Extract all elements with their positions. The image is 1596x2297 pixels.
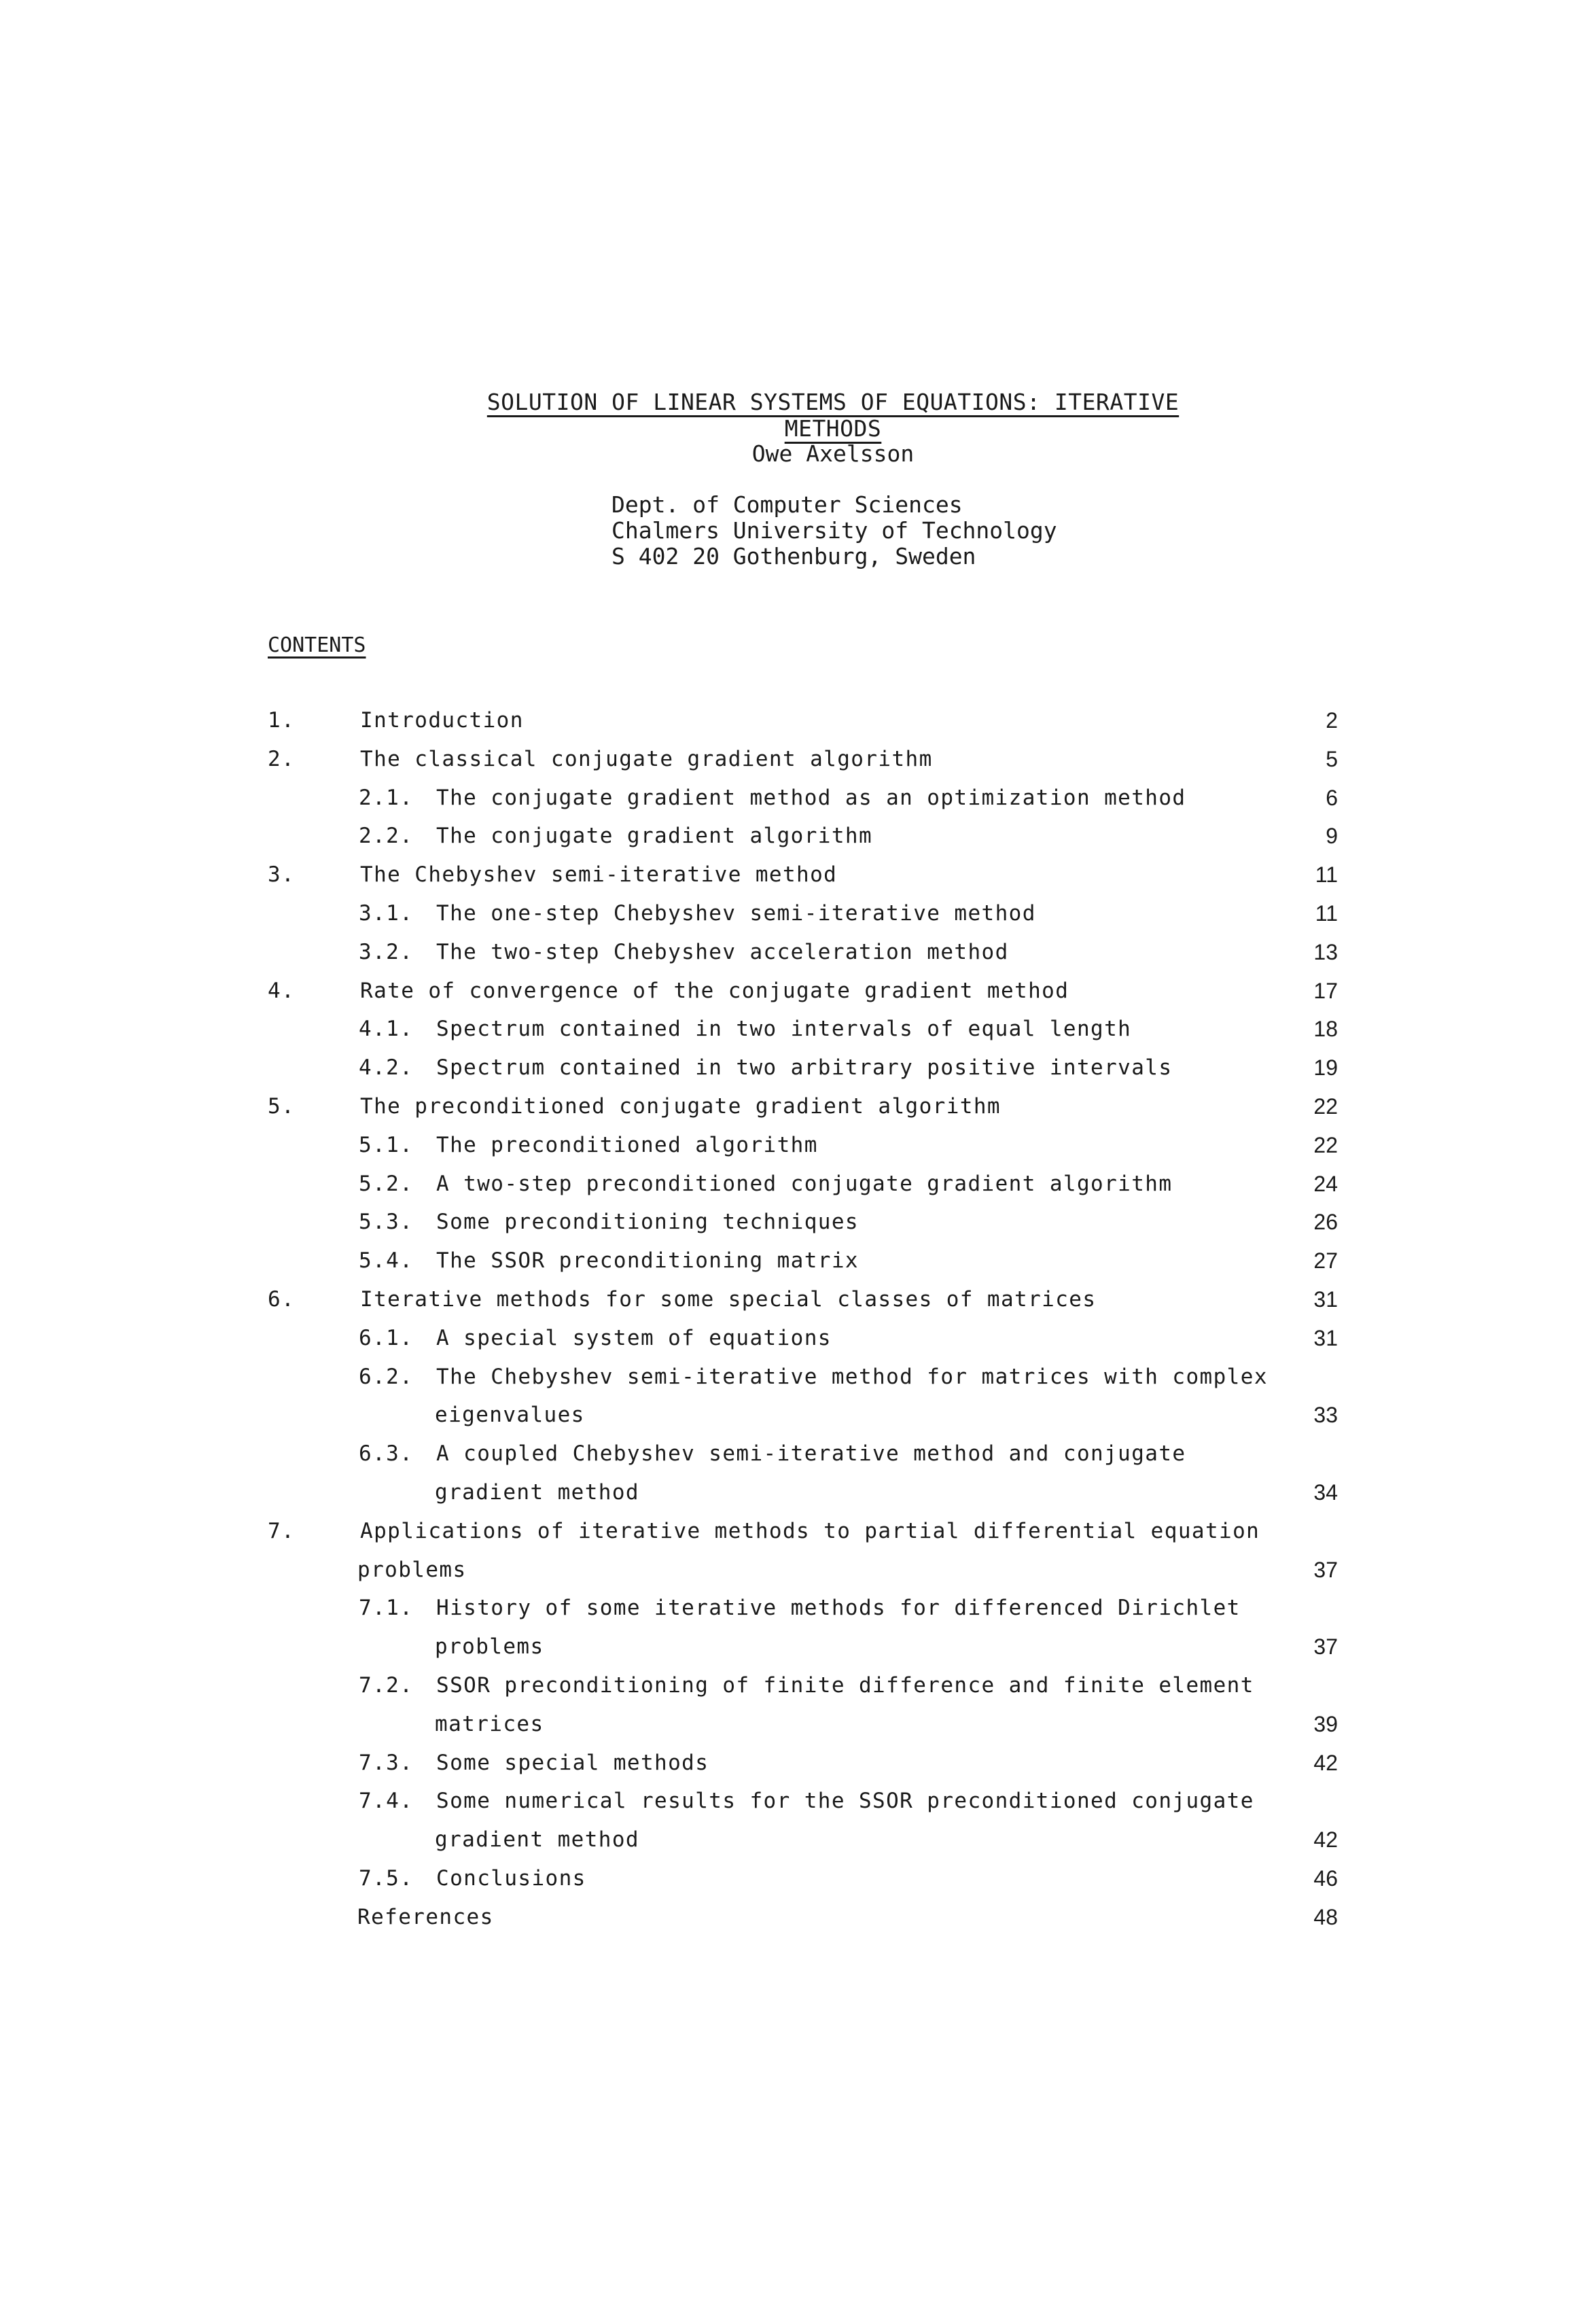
toc-page-number: 39 <box>1313 1711 1338 1736</box>
toc-subsection-number: 4.2. <box>359 1055 414 1081</box>
toc-subsection-title: Some preconditioning techniques <box>436 1210 859 1235</box>
toc-subsection-title: A two-step preconditioned conjugate gradient algorithm <box>436 1171 1173 1196</box>
toc-page-number: 42 <box>1313 1827 1338 1853</box>
toc-section-number: 1. <box>268 708 296 733</box>
toc-entry <box>0 1866 1596 1905</box>
toc-subsection-number: 7.1. <box>359 1596 414 1621</box>
toc-page-number: 37 <box>1313 1634 1338 1660</box>
toc-entry <box>0 1596 1596 1634</box>
toc-page-number: 5 <box>1326 746 1338 771</box>
toc-subsection-number: 2.2. <box>359 824 414 849</box>
toc-entry <box>0 901 1596 940</box>
toc-page-number: 27 <box>1313 1248 1338 1274</box>
toc-page-number: 31 <box>1313 1286 1338 1312</box>
toc-subsection-title: The one-step Chebyshev semi-iterative method <box>436 900 1036 926</box>
toc-entry <box>0 1403 1596 1441</box>
toc-subsection-number: 7.4. <box>359 1789 414 1814</box>
toc-entry <box>0 1094 1596 1133</box>
document-title: SOLUTION OF LINEAR SYSTEMS OF EQUATIONS: ITERATIVE METHODS <box>486 389 1180 442</box>
toc-section-number: 7. <box>268 1518 296 1543</box>
toc-page-number: 37 <box>1313 1557 1338 1582</box>
affiliation-line: Chalmers University of Technology <box>611 517 1057 544</box>
toc-page-number: 9 <box>1326 824 1338 849</box>
toc-subsection-number: 7.3. <box>359 1750 414 1775</box>
toc-continuation-text: matrices <box>435 1711 544 1736</box>
toc-subsection-number: 5.4. <box>359 1248 414 1274</box>
toc-page-number: 24 <box>1313 1171 1338 1196</box>
toc-page-number: 13 <box>1313 939 1338 964</box>
toc-entry <box>0 1905 1596 1944</box>
toc-page-number: 17 <box>1313 978 1338 1003</box>
toc-subsection-number: 2.1. <box>359 785 414 810</box>
toc-page-number: 26 <box>1313 1210 1338 1235</box>
toc-entry <box>0 1172 1596 1210</box>
toc-section-title: The classical conjugate gradient algorithm <box>360 746 933 771</box>
affiliation-line: S 402 20 Gothenburg, Sweden <box>611 543 976 569</box>
toc-section-title: The Chebyshev semi-iterative method <box>360 862 838 888</box>
toc-page-number: 33 <box>1313 1403 1338 1428</box>
toc-page-number: 11 <box>1315 862 1338 888</box>
toc-section-title: Iterative methods for some special classes of matrices <box>360 1286 1097 1312</box>
toc-page-number: 6 <box>1326 785 1338 810</box>
toc-subsection-title: The Chebyshev semi-iterative method for matrices with complex <box>436 1364 1268 1389</box>
toc-entry <box>0 786 1596 824</box>
toc-subsection-title: The preconditioned algorithm <box>436 1132 818 1157</box>
toc-entry <box>0 1326 1596 1365</box>
toc-section-number: 5. <box>268 1093 296 1119</box>
toc-subsection-title: Some numerical results for the SSOR preconditioned conjugate <box>436 1789 1254 1814</box>
toc-subsection-number: 3.1. <box>359 900 414 926</box>
toc-continuation-text: gradient method <box>435 1827 639 1853</box>
toc-subsection-number: 4.1. <box>359 1017 414 1042</box>
toc-subsection-title: Conclusions <box>436 1865 586 1891</box>
affiliation-line: Dept. of Computer Sciences <box>611 491 963 518</box>
toc-subsection-title: History of some iterative methods for differenced Dirichlet <box>436 1596 1241 1621</box>
toc-subsection-title: The conjugate gradient method as an optimization method <box>436 785 1186 810</box>
toc-section-number: 3. <box>268 862 296 888</box>
toc-page-number: 22 <box>1313 1093 1338 1119</box>
toc-entry <box>0 1055 1596 1094</box>
toc-page-number: 22 <box>1313 1132 1338 1157</box>
toc-entry <box>0 1827 1596 1866</box>
affiliation-block <box>611 492 1057 569</box>
toc-page-number: 2 <box>1326 708 1338 733</box>
toc-section-number: 2. <box>268 746 296 771</box>
toc-entry <box>0 747 1596 786</box>
toc-subsection-title: A coupled Chebyshev semi-iterative method and conjugate <box>436 1441 1186 1467</box>
toc-entry <box>0 979 1596 1017</box>
toc-entry <box>0 1287 1596 1326</box>
toc-page-number: 34 <box>1313 1479 1338 1505</box>
toc-section-title: The preconditioned conjugate gradient algorithm <box>360 1093 1001 1119</box>
toc-entry <box>0 1210 1596 1248</box>
toc-page-number: 19 <box>1313 1055 1338 1081</box>
toc-subsection-title: Spectrum contained in two arbitrary positive intervals <box>436 1055 1173 1081</box>
toc-entry <box>0 824 1596 862</box>
toc-section-title: Introduction <box>360 708 524 733</box>
toc-subsection-title: The conjugate gradient algorithm <box>436 824 873 849</box>
toc-subsection-title: A special system of equations <box>436 1325 832 1350</box>
contents-heading: CONTENTS <box>268 633 366 657</box>
toc-page-number: 42 <box>1313 1750 1338 1775</box>
toc-subsection-number: 5.2. <box>359 1171 414 1196</box>
toc-page-number: 18 <box>1313 1017 1338 1042</box>
toc-subsection-number: 7.5. <box>359 1865 414 1891</box>
toc-continuation-text: eigenvalues <box>435 1403 585 1428</box>
toc-section-number: 4. <box>268 978 296 1003</box>
toc-entry <box>0 708 1596 747</box>
toc-continuation-text: gradient method <box>435 1479 639 1505</box>
toc-entry <box>0 1751 1596 1789</box>
toc-entry <box>0 1558 1596 1596</box>
toc-subsection-number: 6.3. <box>359 1441 414 1467</box>
toc-subsection-title: Spectrum contained in two intervals of equal length <box>436 1017 1132 1042</box>
toc-entry <box>0 1673 1596 1712</box>
toc-entry <box>0 1133 1596 1172</box>
toc-entry <box>0 1789 1596 1827</box>
toc-entry <box>0 1634 1596 1673</box>
toc-subsection-title: Some special methods <box>436 1750 709 1775</box>
toc-entry <box>0 1248 1596 1287</box>
toc-section-title: Applications of iterative methods to partial differential equation <box>360 1518 1260 1543</box>
toc-subsection-number: 3.2. <box>359 939 414 964</box>
toc-subsection-number: 5.3. <box>359 1210 414 1235</box>
toc-page-number: 46 <box>1313 1865 1338 1891</box>
toc-subsection-number: 6.2. <box>359 1364 414 1389</box>
toc-entry <box>0 1712 1596 1751</box>
toc-entry <box>0 1480 1596 1519</box>
toc-entry <box>0 862 1596 901</box>
toc-entry <box>0 1365 1596 1403</box>
toc-entry <box>0 1441 1596 1480</box>
toc-page-number: 11 <box>1315 900 1338 926</box>
author-name: Owe Axelsson <box>751 440 915 467</box>
toc-continuation-text: problems <box>435 1634 544 1660</box>
toc-continuation-text: References <box>357 1904 494 1929</box>
toc-entry <box>0 940 1596 979</box>
toc-section-title: Rate of convergence of the conjugate gradient method <box>360 978 1069 1003</box>
toc-subsection-number: 6.1. <box>359 1325 414 1350</box>
toc-subsection-title: SSOR preconditioning of finite difference and finite element <box>436 1672 1254 1698</box>
toc-entry <box>0 1017 1596 1055</box>
toc-subsection-title: The two-step Chebyshev acceleration method <box>436 939 1009 964</box>
toc-page-number: 48 <box>1313 1904 1338 1929</box>
toc-entry <box>0 1519 1596 1558</box>
toc-subsection-title: The SSOR preconditioning matrix <box>436 1248 859 1274</box>
toc-section-number: 6. <box>268 1286 296 1312</box>
table-of-contents <box>0 708 1596 1944</box>
toc-page-number: 31 <box>1313 1325 1338 1350</box>
toc-subsection-number: 5.1. <box>359 1132 414 1157</box>
toc-subsection-number: 7.2. <box>359 1672 414 1698</box>
toc-continuation-text: problems <box>357 1557 467 1582</box>
